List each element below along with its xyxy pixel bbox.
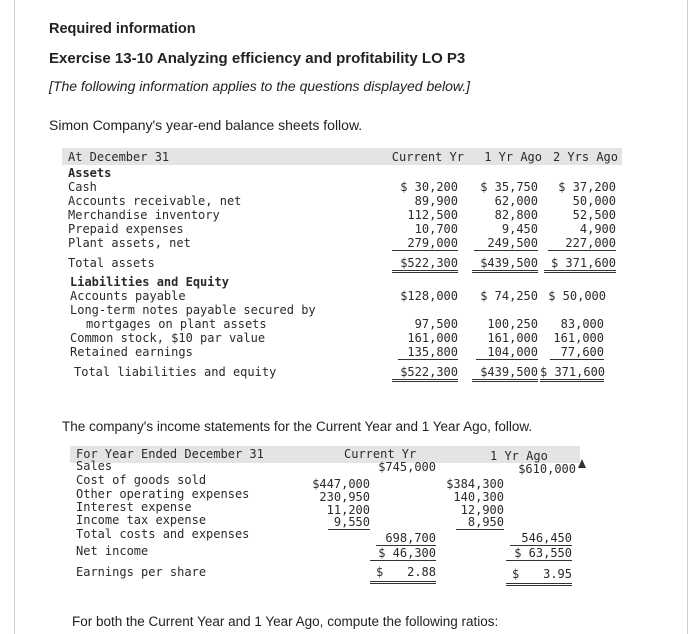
- retained-earnings-label: Retained earnings: [70, 345, 193, 359]
- total-le-2yr: $ 371,600: [540, 365, 604, 382]
- is-header-1yr: 1 Yr Ago: [490, 449, 548, 463]
- table-cell: 161,000: [553, 331, 604, 345]
- table-cell: 82,800: [494, 208, 538, 222]
- total-costs-1yr: 546,450: [510, 531, 572, 546]
- table-cell: 12,900: [460, 503, 504, 517]
- total-costs-current: 698,700: [376, 531, 436, 546]
- bs-header-label: At December 31: [68, 150, 170, 164]
- sales-current: $745,000: [378, 460, 436, 474]
- table-cell: 8,950: [456, 515, 504, 530]
- table-cell: 230,950: [319, 490, 370, 504]
- table-cell: $ 74,250: [480, 289, 538, 303]
- net-income-1yr: $ 63,550: [506, 546, 572, 561]
- eps-1yr-cell: [506, 567, 572, 586]
- compute-ratios-instruction: For both the Current Year and 1 Year Ago, compute the following ratios:: [72, 614, 499, 629]
- table-cell: 9,550: [328, 515, 370, 530]
- assets-heading: Assets: [68, 166, 112, 180]
- exercise-title: Exercise 13-10 Analyzing efficiency and profitability LO P3: [49, 50, 466, 67]
- table-row: Plant assets, net: [68, 236, 191, 250]
- table-row: Other operating expenses: [76, 487, 250, 501]
- table-row: Income tax expense: [76, 513, 207, 527]
- total-assets-1yr: $439,500: [472, 256, 538, 273]
- table-cell: 140,300: [453, 490, 504, 504]
- table-cell: 227,000: [548, 236, 616, 251]
- table-row: Cash: [68, 180, 97, 194]
- table-cell: 52,500: [572, 208, 616, 222]
- table-cell: 104,000: [476, 345, 538, 360]
- total-liabilities-equity-label: Total liabilities and equity: [74, 365, 277, 379]
- mortgages-label: mortgages on plant assets: [86, 317, 267, 331]
- eps-label: Earnings per share: [76, 565, 207, 579]
- eps-1yr-sign: $: [512, 567, 520, 581]
- is-header-label: For Year Ended December 31: [76, 447, 264, 461]
- total-assets-current: $522,300: [392, 256, 458, 273]
- total-costs-label: Total costs and expenses: [76, 527, 250, 541]
- table-cell: $447,000: [312, 477, 370, 491]
- eps-current-cell: [370, 565, 436, 584]
- bs-header-1yr: 1 Yr Ago: [484, 150, 542, 164]
- mouse-cursor-icon: [578, 459, 586, 468]
- table-cell: 89,900: [414, 194, 458, 208]
- total-le-current: $522,300: [392, 365, 458, 382]
- table-cell: $ 50,000: [548, 289, 606, 303]
- table-row: Accounts receivable, net: [68, 194, 242, 208]
- eps-current-sign: $: [376, 565, 384, 579]
- table-cell: 83,000: [560, 317, 604, 331]
- income-statement-intro: The company's income statements for the Current Year and 1 Year Ago, follow.: [62, 419, 533, 434]
- sales-label: Sales: [76, 459, 113, 473]
- table-cell: $ 30,200: [400, 180, 458, 194]
- table-row: Interest expense: [76, 500, 192, 514]
- bs-header-2yr: 2 Yrs Ago: [552, 150, 618, 164]
- total-assets-2yr: $ 371,600: [544, 256, 616, 273]
- table-row: Merchandise inventory: [68, 208, 220, 222]
- table-cell: 100,250: [487, 317, 538, 331]
- table-cell: 279,000: [392, 236, 458, 251]
- long-term-notes-label: Long-term notes payable secured by: [70, 303, 316, 317]
- net-income-current: $ 46,300: [370, 546, 436, 561]
- balance-sheet-intro: Simon Company's year-end balance sheets follow.: [49, 117, 363, 133]
- table-cell: 112,500: [407, 208, 458, 222]
- income-statement-table: [70, 444, 590, 594]
- table-cell: 9,450: [501, 222, 538, 236]
- table-cell: 249,500: [474, 236, 538, 251]
- sales-1yr: $610,000: [518, 462, 576, 476]
- net-income-label: Net income: [76, 544, 149, 558]
- eps-1yr: 3.95: [543, 567, 572, 581]
- table-cell: $128,000: [400, 289, 458, 303]
- balance-sheet-table: [62, 146, 622, 382]
- total-le-1yr: $439,500: [472, 365, 538, 382]
- table-cell: 97,500: [414, 317, 458, 331]
- common-stock-label: Common stock, $10 par value: [70, 331, 266, 345]
- applies-note: [The following information applies to the questions displayed below.]: [49, 78, 471, 94]
- table-cell: $ 35,750: [480, 180, 538, 194]
- table-cell: 161,000: [407, 331, 458, 345]
- table-cell: $ 37,200: [558, 180, 616, 194]
- eps-current: 2.88: [407, 565, 436, 579]
- table-cell: $384,300: [446, 477, 504, 491]
- table-row: Cost of goods sold: [76, 473, 207, 487]
- table-cell: 50,000: [572, 194, 616, 208]
- is-header-current: Current Yr: [344, 447, 417, 461]
- table-cell: 135,800: [398, 345, 458, 360]
- accounts-payable-label: Accounts payable: [70, 289, 186, 303]
- table-cell: 77,600: [550, 345, 604, 360]
- table-row: Prepaid expenses: [68, 222, 184, 236]
- table-cell: 10,700: [414, 222, 458, 236]
- table-cell: 62,000: [494, 194, 538, 208]
- bs-header-current: Current Yr: [391, 150, 464, 164]
- table-cell: 161,000: [487, 331, 538, 345]
- table-cell: 11,200: [326, 503, 370, 517]
- required-information-heading: Required information: [49, 21, 196, 37]
- liabilities-equity-heading: Liabilities and Equity: [70, 275, 229, 289]
- total-assets-label: Total assets: [68, 256, 155, 270]
- table-cell: 4,900: [579, 222, 616, 236]
